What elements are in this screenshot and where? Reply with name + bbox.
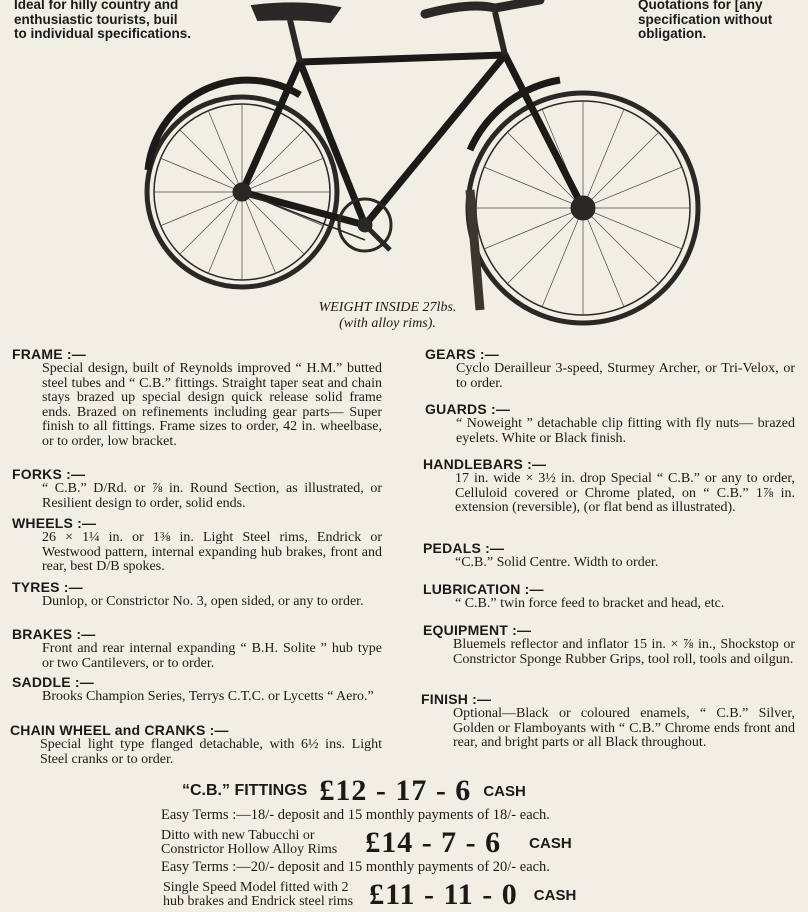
price-amount: £14 - 7 - 6 bbox=[365, 826, 502, 859]
spec-gears bbox=[425, 347, 795, 391]
easy-terms: Easy Terms :—20/- deposit and 15 monthly payments of 20/- each. bbox=[161, 859, 550, 875]
cash-label: CASH bbox=[483, 782, 526, 800]
spec-pedals bbox=[423, 541, 795, 571]
weight-caption bbox=[230, 300, 545, 332]
cash-label: CASH bbox=[529, 834, 572, 852]
spec-text: “ C.B.” twin force feed to bracket and head, etc. bbox=[455, 596, 725, 611]
spec-forks bbox=[12, 467, 382, 511]
single-speed-line: hub brakes and Endrick steel rims bbox=[163, 894, 354, 909]
spec-text: Special design, built of Reynolds improved “ H.M.” butted steel tubes and “ C.B.” fittings. Straight taper seat and chain stays brazed up special design quick release solid frame ends. Brazed on refinements including gear parts— Super finish to all fittings. Frame sizes to order, 42 in. wheelbase, or to order, low bracket. bbox=[42, 361, 382, 449]
ditto-text bbox=[161, 829, 337, 858]
intro-line: enthusiastic tourists, buil bbox=[14, 11, 178, 27]
intro-line: Ideal for hilly country and bbox=[14, 0, 179, 12]
fittings-label: “C.B.” FITTINGS bbox=[182, 782, 308, 799]
cash-label: CASH bbox=[533, 886, 577, 904]
spec-finish bbox=[421, 692, 795, 751]
spec-heading: BRAKES :— bbox=[12, 626, 96, 642]
caption-line: WEIGHT INSIDE 27lbs. bbox=[318, 300, 457, 315]
price-amount: £12 - 17 - 6 bbox=[319, 774, 472, 807]
spec-heading: LUBRICATION :— bbox=[423, 581, 544, 597]
spec-text: Optional—Black or coloured enamels, “ C.B.” Silver, Golden or Flamboyants with “ C.B.” Chrome ends front and rear, and bright parts or all Black throughout. bbox=[453, 706, 795, 751]
spec-heading: WHEELS :— bbox=[12, 515, 97, 531]
spec-lubrication bbox=[423, 582, 795, 612]
ditto-line: Constrictor Hollow Alloy Rims bbox=[161, 842, 338, 857]
spec-chain-wheel bbox=[10, 723, 382, 767]
spec-text: Bluemels reflector and inflator 15 in. × ⅞ in., Shockstop or Constrictor Sponge Rubber Grips, tool roll, tools and oilgun. bbox=[453, 637, 795, 667]
spec-text: Front and rear internal expanding “ B.H. Solite ” hub type or two Cantilevers, or to order. bbox=[42, 641, 382, 671]
spec-text: Special light type flanged detachable, with 6½ ins. Light Steel cranks or to order. bbox=[40, 737, 382, 767]
spec-equipment bbox=[423, 623, 795, 667]
spec-heading: FINISH :— bbox=[421, 691, 492, 707]
spec-heading: FRAME :— bbox=[12, 346, 86, 362]
spec-heading: HANDLEBARS :— bbox=[423, 456, 547, 472]
price-row-fittings bbox=[182, 774, 526, 808]
spec-handlebars bbox=[423, 457, 795, 516]
quotations-line: obligation. bbox=[638, 26, 707, 41]
spec-heading: CHAIN WHEEL and CRANKS :— bbox=[10, 722, 229, 738]
caption-line: (with alloy rims). bbox=[339, 316, 436, 331]
spec-text: “ Noweight ” detachable clip fitting with fly nuts— brazed eyelets. White or Black finish. bbox=[456, 416, 795, 446]
spec-text: 26 × 1¼ in. or 1⅜ in. Light Steel rims, Endrick or Westwood pattern, internal expanding hub brakes, front and rear, best D/B spokes. bbox=[42, 530, 382, 575]
spec-text: Cyclo Derailleur 3-speed, Sturmey Archer, or Tri-Velox, or to order. bbox=[456, 361, 795, 391]
spec-text: “ C.B.” D/Rd. or ⅞ in. Round Section, as illustrated, or Resilient design to order, solid ends. bbox=[42, 481, 382, 511]
spec-frame bbox=[12, 347, 382, 450]
spec-brakes bbox=[12, 627, 382, 671]
easy-terms: Easy Terms :—18/- deposit and 15 monthly payments of 18/- each. bbox=[161, 807, 550, 823]
price-row-alloy bbox=[161, 826, 572, 860]
spec-saddle bbox=[12, 675, 382, 705]
spec-heading: GEARS :— bbox=[425, 346, 499, 362]
spec-wheels bbox=[12, 516, 382, 575]
spec-heading: GUARDS :— bbox=[425, 401, 511, 417]
spec-guards bbox=[425, 402, 795, 446]
spec-heading: PEDALS :— bbox=[423, 540, 505, 556]
spec-text: Dunlop, or Constrictor No. 3, open sided, or any to order. bbox=[42, 594, 364, 609]
price-amount: £11 - 11 - 0 bbox=[369, 878, 518, 911]
spec-heading: EQUIPMENT :— bbox=[423, 622, 532, 638]
intro-line: to individual specifications. bbox=[14, 26, 192, 41]
spec-heading: TYRES :— bbox=[12, 579, 83, 595]
price-row-single-speed bbox=[163, 878, 576, 912]
spec-text: 17 in. wide × 3½ in. drop Special “ C.B.” or any to order, Celluloid covered or Chrome plated, on “ C.B.” 1⅞ in. extension (reversible), (or flat bend as illustrated). bbox=[455, 471, 795, 516]
quotations-line: Quotations for [any bbox=[638, 0, 763, 12]
bicycle-illustration bbox=[130, 0, 710, 340]
spec-text: Brooks Champion Series, Terrys C.T.C. or Lycetts “ Aero.” bbox=[42, 689, 374, 704]
single-speed-text bbox=[163, 881, 353, 910]
quotations-line: specification without bbox=[638, 11, 773, 27]
spec-text: “C.B.” Solid Centre. Width to order. bbox=[455, 555, 659, 570]
spec-heading: FORKS :— bbox=[12, 466, 86, 482]
single-speed-line: Single Speed Model fitted with 2 bbox=[163, 879, 349, 895]
spec-tyres bbox=[12, 580, 382, 610]
ditto-line: Ditto with new Tabucchi or bbox=[161, 827, 315, 843]
spec-heading: SADDLE :— bbox=[12, 674, 94, 690]
